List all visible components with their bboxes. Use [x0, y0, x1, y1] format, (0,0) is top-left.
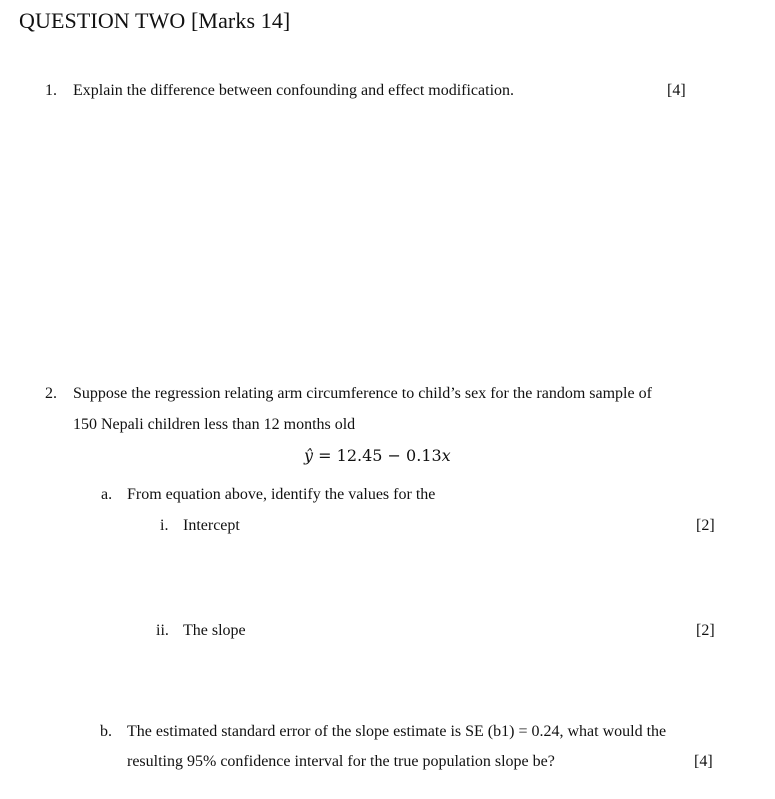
q2a-i-text: Intercept — [183, 517, 240, 534]
q2a-i-marks: [2] — [696, 517, 715, 534]
q2-text-line1: Suppose the regression relating arm circumference to child’s sex for the random sample of — [73, 385, 652, 402]
regression-equation — [304, 446, 451, 465]
q2b-text-line2: resulting 95% confidence interval for the true population slope be? — [127, 753, 555, 770]
q2b-text-line1: The estimated standard error of the slope estimate is SE (b1) = 0.24, what would the — [127, 723, 667, 740]
equation-coefficient: 0.13 — [406, 446, 442, 465]
q2a-ii-marks: [2] — [696, 622, 715, 639]
minus-sign: − — [387, 446, 401, 465]
question-two-title: QUESTION TWO [Marks 14] — [19, 8, 291, 33]
q1-marks: [4] — [667, 82, 686, 99]
q2a-i-label: i. — [160, 517, 169, 534]
q1-number: 1. — [45, 82, 57, 99]
q2a-text: From equation above, identify the values for the — [127, 486, 436, 503]
q2a-ii-label: ii. — [156, 622, 169, 639]
q2a-label: a. — [101, 486, 113, 503]
q2-text-line2: 150 Nepali children less than 12 months old — [73, 416, 356, 433]
q2-number: 2. — [45, 385, 57, 402]
q2b-label: b. — [100, 723, 112, 740]
equation-variable: x — [441, 446, 451, 465]
q1-text: Explain the difference between confounding and effect modification. — [73, 82, 515, 99]
y-hat-symbol: ŷ — [304, 446, 314, 465]
equation-intercept: 12.45 — [336, 446, 383, 465]
equals-sign: = — [318, 446, 332, 465]
q2b-marks: [4] — [694, 753, 713, 770]
q2a-ii-text: The slope — [183, 622, 246, 639]
